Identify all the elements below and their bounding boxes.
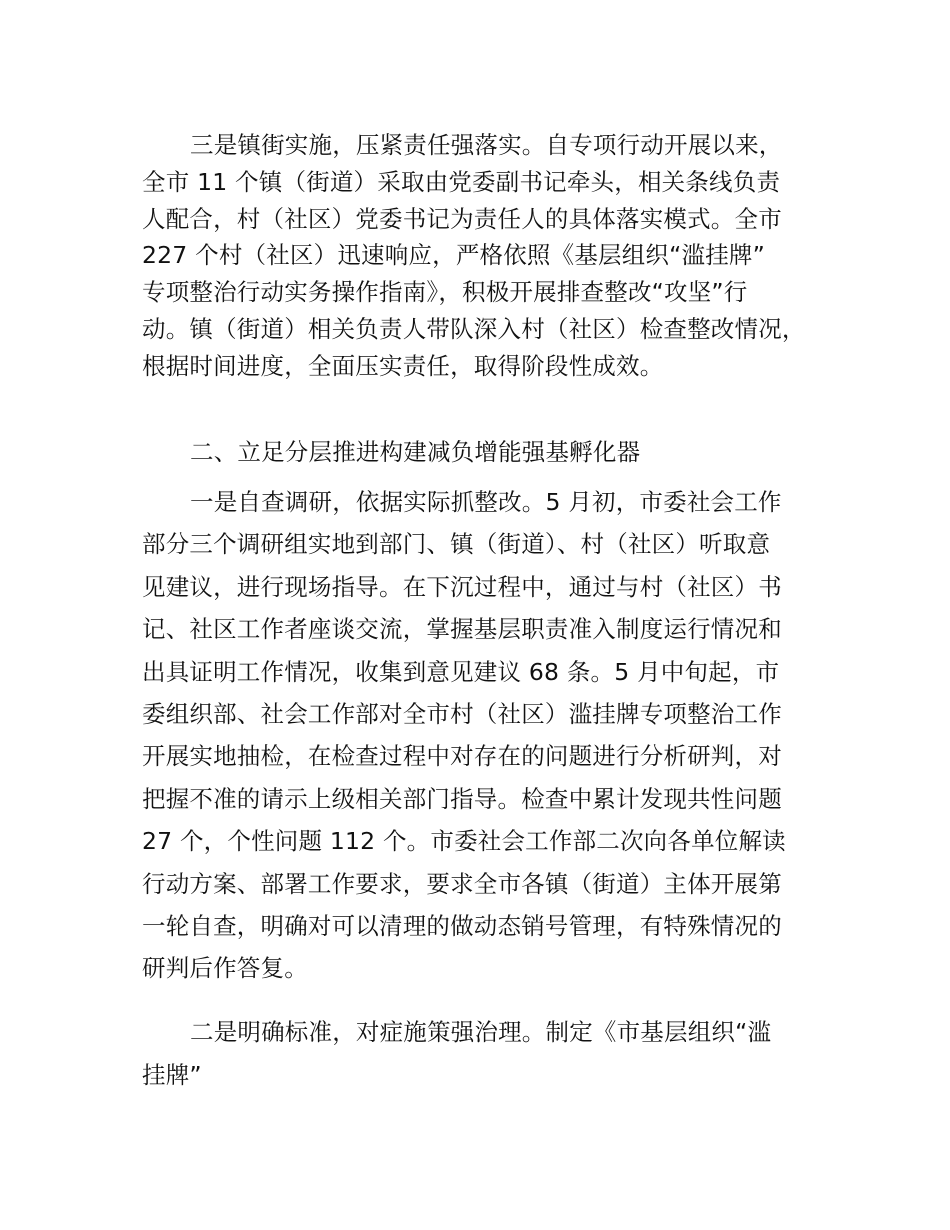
paragraph-line: 出具证明工作情况，收集到意见建议 68 条。5 月中旬起，市 [142, 657, 780, 686]
paragraph-line: 行动方案、部署工作要求，要求全市各镇（街道）主体开展第 [142, 869, 782, 898]
section-heading: 二、立足分层推进构建减负增能强基孵化器 [190, 438, 641, 466]
paragraph-line: 一轮自查，明确对可以清理的做动态销号管理，有特殊情况的 [142, 912, 782, 940]
paragraph-line: 三是镇街实施，压紧责任强落实。自专项行动开展以来， [190, 131, 783, 159]
paragraph-line: 部分三个调研组实地到部门、镇（街道）、村（社区）听取意 [142, 530, 771, 559]
paragraph-line: 27 个，个性问题 112 个。市委社会工作部二次向各单位解读 [142, 827, 786, 856]
paragraph-line: 全市 11 个镇（街道）采取由党委副书记牵头，相关条线负责 [142, 167, 781, 196]
paragraph-line: 227 个村（社区）迅速响应，严格依照《基层组织“滥挂牌” [142, 241, 765, 270]
paragraph-line: 记、社区工作者座谈交流，掌握基层职责准入制度运行情况和 [142, 615, 782, 644]
paragraph-line: 把握不准的请示上级相关部门指导。检查中累计发现共性问题 [142, 784, 782, 813]
paragraph-line: 专项整治行动实务操作指南》，积极开展排查整改“攻坚”行 [142, 278, 748, 307]
paragraph-line: 动。镇（街道）相关负责人带队深入村（社区）检查整改情况， [142, 315, 806, 343]
paragraph-line: 开展实地抽检，在检查过程中对存在的问题进行分析研判，对 [142, 742, 782, 771]
paragraph-line: 二是明确标准，对症施策强治理。制定《市基层组织“滥 [190, 1018, 772, 1046]
paragraph-line: 人配合，村（社区）党委书记为责任人的具体落实模式。全市 [142, 204, 782, 233]
paragraph-line: 挂牌” [142, 1061, 202, 1089]
paragraph-line: 根据时间进度，全面压实责任，取得阶段性成效。 [142, 351, 664, 380]
paragraph-line: 一是自查调研，依据实际抓整改。5 月初，市委社会工作 [190, 488, 782, 516]
paragraph-line: 研判后作答复。 [142, 954, 308, 983]
paragraph-line: 见建议，进行现场指导。在下沉过程中，通过与村（社区）书 [142, 572, 782, 601]
paragraph-line: 委组织部、社会工作部对全市村（社区）滥挂牌专项整治工作 [142, 700, 782, 728]
